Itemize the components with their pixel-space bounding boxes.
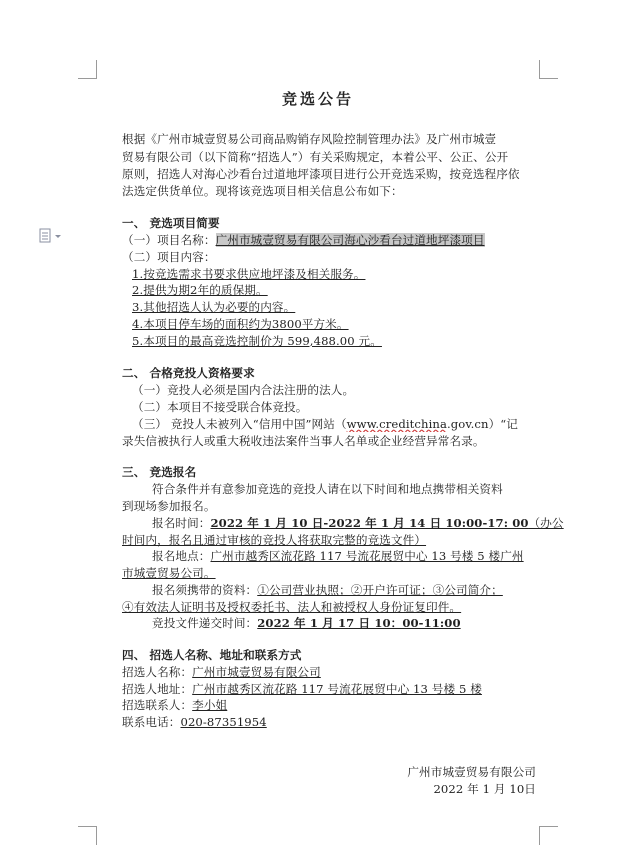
required-docs-row: 报名须携带的资料：①公司营业执照；②开户许可证；③公司简介； [152, 583, 503, 597]
content-item-4: 4.本项目停车场的面积约为3800平方米。 [132, 317, 349, 331]
qualification-2: （二）本项目不接受联合体竞投。 [132, 400, 308, 414]
registration-intro-2: 到现场参加报名。 [122, 499, 216, 513]
project-name-label: （一）项目名称： [122, 233, 216, 247]
required-docs-cont: ④有效法人证明书及授权委托书、法人和被授权人身份证复印件。 [122, 600, 462, 614]
signature-company: 广州市城壹贸易有限公司 [407, 765, 536, 779]
project-name-value: 广州市城壹贸易有限公司海心沙看台过道地坪漆项目 [215, 233, 485, 247]
registration-time-note: 时间内，报名且通过审核的竞投人将获取完整的竞选文件） [122, 533, 427, 547]
contact-address-row: 招选人地址：广州市越秀区流花路 117 号流花展贸中心 13 号楼 5 楼 [122, 682, 482, 696]
contact-name-row: 招选人名称：广州市城壹贸易有限公司 [122, 665, 321, 679]
registration-time-row: 报名时间：2022 年 1 月 10 日-2022 年 1 月 14 日 10:00-17: 00（办公 [152, 516, 564, 530]
contact-person-row: 招选联系人：李小姐 [122, 698, 228, 712]
registration-time-value: 2022 年 1 月 10 日-2022 年 1 月 14 日 10:00-17: 00 [210, 516, 529, 530]
content-item-1: 1.按竞选需求书要求供应地坪漆及相关服务。 [132, 267, 366, 281]
submission-time-value: 2022 年 1 月 17 日 10：00-11:00 [257, 616, 461, 630]
project-content-label: （二）项目内容： [122, 250, 216, 264]
registration-intro-1: 符合条件并有意参加竞选的竞投人请在以下时间和地点携带相关资料 [152, 482, 503, 496]
intro-line-1: 根据《广州市城壹贸易公司商品购销存风险控制管理办法》及广州市城壹 [122, 132, 497, 146]
crop-mark-bottom-left [78, 826, 97, 845]
registration-place-cont: 市城壹贸易公司。 [122, 566, 216, 580]
contact-phone-value: 020-87351954 [180, 715, 267, 729]
content-item-3: 3.其他招选人认为必要的内容。 [132, 300, 296, 314]
signature-date: 2022 年 1 月 10日 [433, 782, 536, 796]
qualification-1: （一）竞投人必须是国内合法注册的法人。 [132, 383, 355, 397]
crop-mark-top-left [78, 60, 97, 79]
content-item-2: 2.提供为期2年的质保期。 [132, 283, 268, 297]
intro-line-4: 法选定供货单位。现将该竞选项目相关信息公布如下： [122, 184, 403, 198]
registration-place-row: 报名地点：广州市越秀区流花路 117 号流花展贸中心 13 号楼 5 楼广州 [152, 549, 524, 563]
crop-mark-bottom-right [539, 826, 558, 845]
contact-address-value: 广州市越秀区流花路 117 号流花展贸中心 13 号楼 5 楼 [192, 682, 482, 696]
creditchina-link[interactable]: www.creditchina [346, 417, 447, 431]
section-4-heading: 四、 招选人名称、地址和联系方式 [122, 648, 302, 662]
section-2-heading: 二、 合格竞投人资格要求 [122, 366, 255, 380]
section-3-heading: 三、 竞选报名 [122, 465, 197, 479]
contact-person-value: 李小姐 [192, 698, 228, 712]
contact-phone-row: 联系电话：020-87351954 [122, 715, 267, 729]
required-docs-value: ①公司营业执照；②开户许可证；③公司简介； [257, 583, 503, 597]
paragraph-options-icon[interactable] [38, 228, 64, 244]
document-title: 竞选公告 [281, 90, 354, 108]
registration-place-value: 广州市越秀区流花路 117 号流花展贸中心 13 号楼 5 楼广州 [210, 549, 524, 563]
intro-line-2: 贸易有限公司（以下简称“招选人”）有关采购规定，本着公平、公正、公开 [122, 150, 509, 164]
crop-mark-top-right [539, 60, 558, 79]
content-item-5: 5.本项目的最高竞选控制价为 599,488.00 元。 [132, 334, 382, 348]
qualification-3: （三） 竞投人未被列入“信用中国”网站（www.creditchina.gov.cn）“记 [132, 417, 518, 431]
contact-name-value: 广州市城壹贸易有限公司 [192, 665, 321, 679]
intro-line-3: 原则，招选人对海心沙看台过道地坪漆项目进行公开竞选采购，按竞选程序依 [122, 167, 520, 181]
section-1-heading: 一、 竞选项目简要 [122, 216, 220, 230]
project-name-row [122, 232, 540, 248]
qualification-3-cont: 录失信被执行人或重大税收违法案件当事人名单或企业经营异常名录。 [122, 434, 485, 448]
submission-time-row: 竞投文件递交时间：2022 年 1 月 17 日 10：00-11:00 [152, 616, 461, 630]
